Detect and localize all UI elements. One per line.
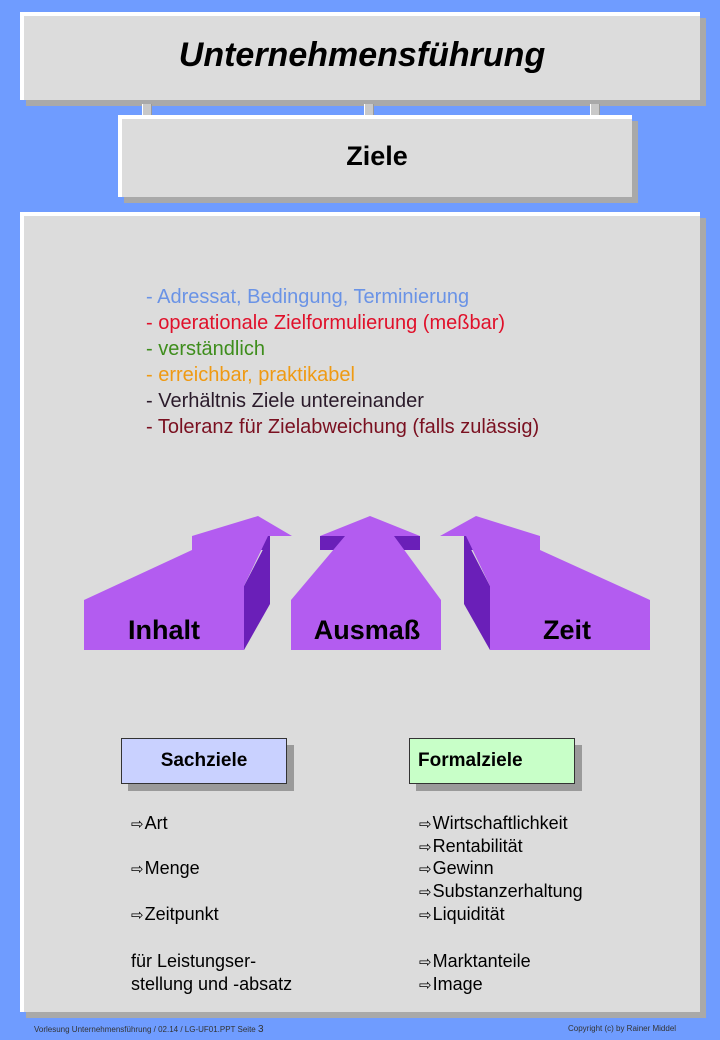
sachziele-label: [121, 738, 287, 784]
arrow-right-icon: ⇨: [419, 860, 432, 878]
formalziele-item-text: Liquidität: [432, 904, 505, 924]
sachziele-item: [131, 813, 168, 834]
criterion-measurable: - operationale Zielformulierung (meßbar): [146, 312, 506, 334]
arrow-zeit: [440, 516, 650, 650]
formalziele-item: [419, 904, 505, 925]
formalziele-item: [419, 813, 568, 834]
formalziele-item-text: Gewinn: [432, 858, 494, 878]
sachziele-note-line1: für Leistungser-: [131, 951, 257, 971]
formalziele-label: [409, 738, 575, 784]
arrow-inhalt: [84, 516, 292, 650]
formalziele-item-text: Image: [432, 974, 483, 994]
formalziele-label-text: Formalziele: [418, 750, 523, 771]
arrow-zeit-label: Zeit: [542, 615, 592, 645]
formalziele-item-text: Wirtschaftlichkeit: [432, 813, 568, 833]
arrow-right-icon: ⇨: [419, 815, 432, 833]
formalziele-item: [419, 951, 531, 972]
sachziele-item-text: Menge: [144, 858, 200, 878]
arrow-right-icon: ⇨: [419, 883, 432, 901]
formalziele-item-text: Substanzerhaltung: [432, 881, 583, 901]
sachziele-label-text: Sachziele: [160, 750, 248, 771]
arrow-right-icon: ⇨: [419, 953, 432, 971]
criterion-addressee: - Adressat, Bedingung, Terminierung: [146, 286, 470, 308]
footer-left: [34, 1024, 264, 1035]
subheader-title: Ziele: [346, 141, 408, 171]
arrow-ausmass: [291, 516, 441, 650]
arrow-right-icon: ⇨: [419, 906, 432, 924]
formalziele-item: [419, 858, 494, 879]
arrow-ausmass-label: Ausmaß: [313, 615, 421, 645]
arrow-right-icon: ⇨: [131, 860, 144, 878]
criterion-understandable: - verständlich: [146, 338, 265, 360]
sachziele-note-line2: stellung und -absatz: [131, 974, 293, 994]
formalziele-item-text: Marktanteile: [432, 951, 531, 971]
arrow-right-icon: ⇨: [131, 815, 144, 833]
footer-page-number: 3: [258, 1024, 264, 1035]
formalziele-item: [419, 974, 483, 995]
arrow-right-icon: ⇨: [419, 976, 432, 994]
sachziele-item-text: Zeitpunkt: [144, 904, 219, 924]
arrow-inhalt-label: Inhalt: [128, 615, 200, 645]
footer-right: Copyright (c) by Rainer Middel: [568, 1024, 677, 1033]
criterion-achievable: - erreichbar, praktikabel: [146, 364, 355, 386]
footer-left-text: Vorlesung Unternehmensführung / 02.14 / LG-UF01.PPT Seite: [34, 1025, 256, 1034]
sachziele-item: [131, 858, 200, 879]
arrow-right-icon: ⇨: [419, 838, 432, 856]
page-title: Unternehmensführung: [178, 36, 546, 74]
arrow-right-icon: ⇨: [131, 906, 144, 924]
sachziele-item-text: Art: [144, 813, 168, 833]
sachziele-item: [131, 904, 219, 925]
criterion-relation: - Verhältnis Ziele untereinander: [146, 390, 424, 412]
formalziele-item-text: Rentabilität: [432, 836, 523, 856]
criterion-tolerance: - Toleranz für Zielabweichung (falls zulässig): [146, 416, 540, 438]
formalziele-item: [419, 836, 523, 857]
formalziele-item: [419, 881, 583, 902]
